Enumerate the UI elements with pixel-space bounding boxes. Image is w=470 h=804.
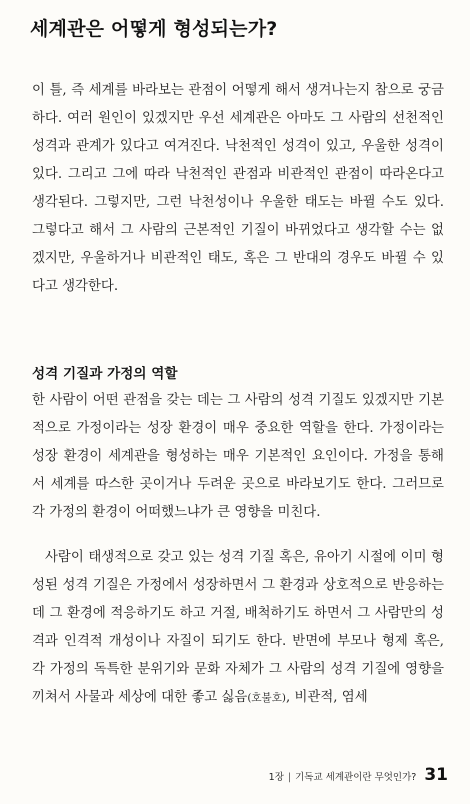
section-title: 세계관은 어떻게 형성되는가? [30, 18, 278, 40]
paragraph-3-text: 사람이 태생적으로 갖고 있는 성격 기질 혹은, 유아기 시절에 이미 형성된 성격 기질은 가정에서 성장하면서 그 환경과 상호적으로 반응하는데 그 환경에 적응하기도 하고 거절, 배척하기도 하면서 그 사람만의 성격과 인격적 개성이나 자질이 되기도 한다. 반면에 부모나 형제 혹은, 각 가정의 독특한 분위기와 문화 자체가 그 사람의 성격 기질에 영향을 끼쳐서 사물과 세상에 대한 좋고 싫음 [32, 550, 444, 705]
paragraph-3 [32, 544, 444, 712]
paragraph-3-tail: , 비관적, 염세 [285, 690, 368, 705]
footer-separator: | [287, 772, 292, 783]
paragraph-1: 이 틀, 즉 세계를 바라보는 관점이 어떻게 해서 생겨나는지 참으로 궁금하다. 여러 원인이 있겠지만 우선 세계관은 아마도 그 사람의 선천적인 성격과 관계가 있다고 여겨진다. 낙천적인 성격이 있고, 우울한 성격이 있다. 그리고 그에 따라 낙천적인 관점과 비관적인 관점이 따라온다고 생각된다. 그렇지만, 그런 낙천성이나 우울한 태도는 바뀔 수도 있다. 그렇다고 해서 그 사람의 근본적인 기질이 바뀌었다고 생각할 수는 없겠지만, 우울하거나 비관적인 태도, 혹은 그 반대의 경우도 바뀔 수 있다고 생각한다. [32, 83, 444, 294]
paragraph-3-parenthetical: (호불호) [247, 692, 286, 704]
footer-chapter: 1장 [268, 772, 284, 783]
footer-book-title: 기독교 세계관이란 무엇인가? [295, 772, 417, 783]
page-number: 31 [424, 765, 448, 785]
page-footer [269, 765, 448, 785]
paragraph-2: 한 사람이 어떤 관점을 갖는 데는 그 사람의 성격 기질도 있겠지만 기본적으로 가정이라는 성장 환경이 매우 중요한 역할을 한다. 가정이라는 성장 환경이 세계관을 형성하는 매우 기본적인 요인이다. 가정을 통해서 세계를 따스한 곳이거나 두려운 곳으로 바라보기도 한다. 그러므로 각 가정의 환경이 어떠했느냐가 큰 영향을 미친다. [32, 393, 444, 520]
subsection-heading: 성격 기질과 가정의 역할 [32, 366, 178, 382]
